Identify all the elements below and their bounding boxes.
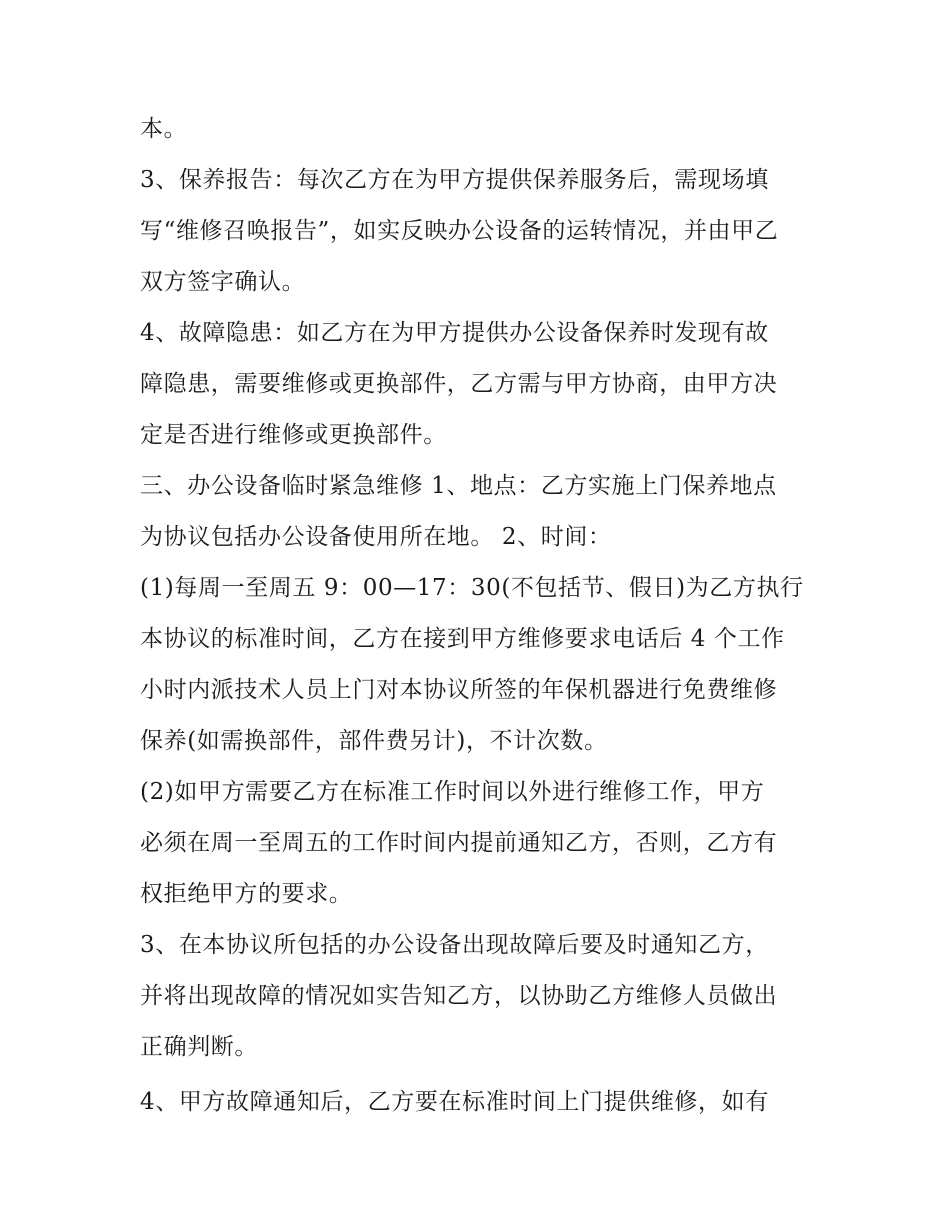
text-line: 本协议的标准时间，乙方在接到甲方维修要求电话后 4 个工作 xyxy=(140,626,785,652)
text-line: 4、故障隐患：如乙方在为甲方提供办公设备保养时发现有故 xyxy=(140,320,769,346)
text-line: 为协议包括办公设备使用所在地。 2、时间： xyxy=(140,524,612,550)
text-line: 保养(如需换部件，部件费另计)，不计次数。 xyxy=(140,728,608,754)
text-line: 三、办公设备临时紧急维修 1、地点：乙方实施上门保养地点 xyxy=(140,473,777,499)
text-line: (1)每周一至周五 9：00—17：30(不包括节、假日)为乙方执行 xyxy=(140,575,804,601)
text-line: 正确判断。 xyxy=(140,1034,258,1060)
text-line: 写“维修召唤报告”，如实反映办公设备的运转情况，并由甲乙 xyxy=(140,218,779,244)
document-body xyxy=(140,104,812,1128)
text-line: 小时内派技术人员上门对本协议所签的年保机器进行免费维修 xyxy=(140,677,778,703)
text-line: 3、在本协议所包括的办公设备出现故障后要及时通知乙方， xyxy=(140,932,769,958)
text-line: 障隐患，需要维修或更换部件，乙方需与甲方协商，由甲方决 xyxy=(140,371,778,397)
text-line: 并将出现故障的情况如实告知乙方，以协助乙方维修人员做出 xyxy=(140,983,778,1009)
text-line: 3、保养报告：每次乙方在为甲方提供保养服务后，需现场填 xyxy=(140,167,769,193)
text-line: 必须在周一至周五的工作时间内提前通知乙方，否则，乙方有 xyxy=(140,830,778,856)
text-line: (2)如甲方需要乙方在标准工作时间以外进行维修工作，甲方 xyxy=(140,779,765,805)
text-line: 权拒绝甲方的要求。 xyxy=(140,881,353,907)
text-line: 定是否进行维修或更换部件。 xyxy=(140,422,447,448)
text-line: 双方签字确认。 xyxy=(140,269,306,295)
text-line: 本。 xyxy=(140,116,188,142)
text-line: 4、甲方故障通知后，乙方要在标准时间上门提供维修，如有 xyxy=(140,1089,769,1115)
